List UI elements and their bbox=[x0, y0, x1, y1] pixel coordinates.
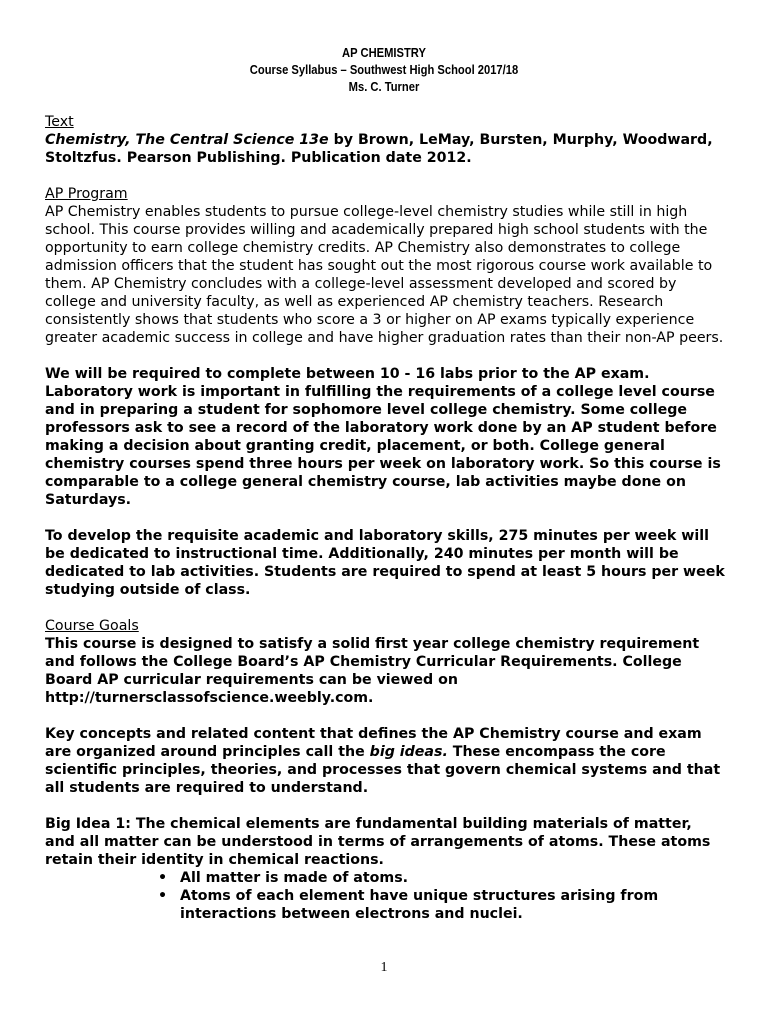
course-subtitle: Course Syllabus – Southwest High School 2017/18 bbox=[249, 62, 519, 77]
time-paragraph: To develop the requisite academic and laboratory skills, 275 minutes per week will be dedicated to instructional time. Additionally, 240 minutes per month will be dedicated to lab activities. Students are required to spend at least 5 hours per week studying outside of class. bbox=[45, 528, 725, 598]
course-goals-heading: Course Goals bbox=[45, 618, 139, 634]
labs-paragraph: We will be required to complete between 10 - 16 labs prior to the AP exam. Laboratory work is important in fulfilling the requirements of a college level course and in preparing a student for sophomore level college chemistry. Some college professors ask to see a record of the laboratory work done by an AP student before making a decision about granting credit, placement, or both. College general chemistry courses spend three hours per week on laboratory work. So this course is comparable to a college general chemistry course, lab activities maybe done on Saturdays. bbox=[45, 366, 721, 508]
ap-program-heading: AP Program bbox=[45, 186, 128, 202]
page-number: 1 bbox=[380, 960, 388, 975]
list-item-text: Atoms of each element have unique structures arising from interactions between electrons and nuclei. bbox=[180, 888, 659, 922]
list-item bbox=[158, 869, 725, 887]
key-concepts-paragraph bbox=[45, 725, 725, 797]
key-concepts-text-start: Key concepts and related content that defines the AP Chemistry course and exam are organized around principles call the bbox=[45, 726, 702, 760]
ap-program-paragraph: AP Chemistry enables students to pursue college-level chemistry studies while still in high school. This course provides willing and academically prepared high school students with the opportunity to earn college chemistry credits. AP Chemistry also demonstrates to college admission officers that the student has sought out the most rigorous course work available to them. AP Chemistry concludes with a college-level assessment developed and scored by college and university faculty, as well as experienced AP chemistry teachers. Research consistently shows that students who score a 3 or higher on AP exams typically experience greater academic success in college and have higher graduation rates than their non-AP peers. bbox=[45, 204, 724, 346]
textbook-details: by Brown, LeMay, Bursten, Murphy, Woodward, Stoltzfus. Pearson Publishing. Publication date 2012. bbox=[45, 132, 713, 166]
big-ideas-term: big ideas. bbox=[369, 744, 448, 760]
course-goals-paragraph: This course is designed to satisfy a solid first year college chemistry requirement and follows the College Board’s AP Chemistry Curricular Requirements. College Board AP curricular requirements can be viewed on http://turnersclassofscience.weebly.com. bbox=[45, 636, 700, 706]
big-idea-1-bullets bbox=[45, 869, 725, 923]
document-body bbox=[45, 113, 725, 923]
teacher-name: Ms. C. Turner bbox=[348, 79, 420, 94]
list-item bbox=[158, 887, 725, 923]
bullet-icon: • bbox=[158, 888, 168, 904]
bullet-icon: • bbox=[158, 870, 168, 886]
document-header bbox=[54, 44, 714, 95]
text-heading: Text bbox=[45, 114, 74, 130]
big-idea-1: Big Idea 1: The chemical elements are fundamental building materials of matter, and all matter can be understood in terms of arrangements of atoms. These atoms retain their identity in chemical reactions. bbox=[45, 816, 711, 868]
course-title: AP CHEMISTRY bbox=[342, 45, 426, 60]
key-concepts-text-end: These encompass the core scientific principles, theories, and processes that govern chemical systems and that all students are required to understand. bbox=[45, 744, 721, 796]
textbook-title: Chemistry, The Central Science 13e bbox=[45, 132, 329, 148]
textbook-citation bbox=[45, 131, 725, 167]
list-item-text: All matter is made of atoms. bbox=[180, 870, 409, 886]
